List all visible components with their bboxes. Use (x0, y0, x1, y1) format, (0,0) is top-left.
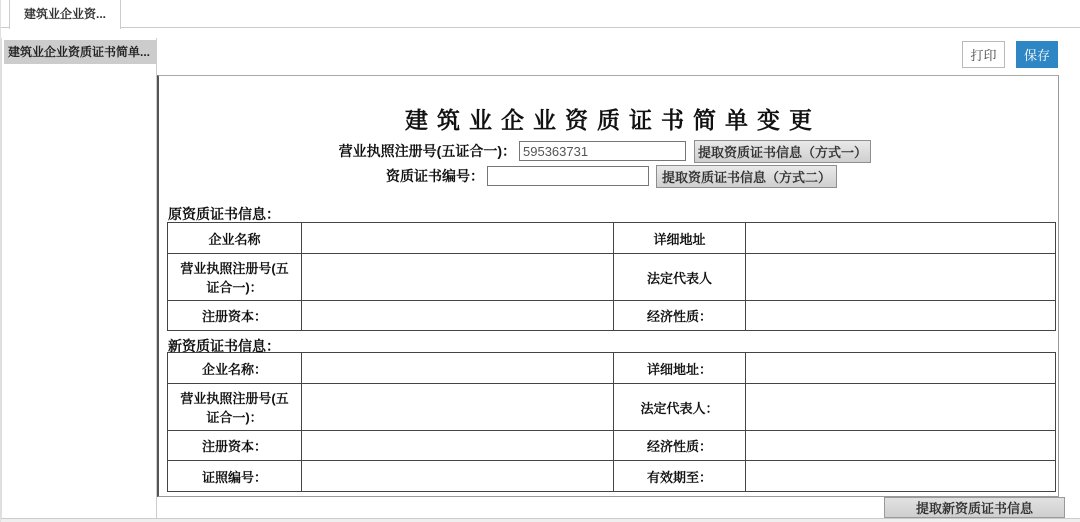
cell-label: 营业执照注册号(五证合一)： (168, 384, 302, 431)
old-cert-section-title: 原资质证书信息： (168, 206, 280, 222)
cell-value (302, 384, 614, 431)
cert-no-input[interactable] (487, 166, 649, 186)
save-button[interactable]: 保存 (1016, 41, 1058, 68)
print-button[interactable]: 打印 (962, 41, 1005, 68)
bottom-edge-strip (1, 518, 1080, 522)
cell-label: 有效期至： (614, 461, 746, 492)
table-row (168, 254, 1056, 301)
cert-no-label: 资质证书编号： (386, 168, 484, 184)
sidebar-item-cert-simple-change[interactable]: 建筑业企业资质证书简单... (4, 40, 156, 64)
new-cert-section-title: 新资质证书信息： (168, 338, 280, 354)
main-region (1, 38, 1080, 518)
cell-label: 法定代表人 (614, 254, 746, 301)
cell-value (746, 384, 1056, 431)
cell-value (746, 223, 1056, 254)
page-title: 建筑业企业资质证书简单变更 (405, 107, 821, 133)
cell-label: 证照编号： (168, 461, 302, 492)
table-row (168, 384, 1056, 431)
form-panel (157, 75, 1059, 497)
license-no-label: 营业执照注册号(五证合一)： (338, 143, 516, 159)
tab-bar (1, 0, 1080, 28)
table-row (168, 353, 1056, 384)
sidebar (2, 38, 157, 518)
cell-label: 营业执照注册号(五证合一)： (168, 254, 302, 301)
cell-label: 详细地址 (614, 223, 746, 254)
extract-new-cert-info-button[interactable]: 提取新资质证书信息 (884, 497, 1065, 518)
cell-value (302, 353, 614, 384)
new-cert-table (167, 352, 1056, 492)
cell-label: 企业名称 (168, 223, 302, 254)
cell-label: 经济性质： (614, 431, 746, 461)
cell-value (302, 254, 614, 301)
table-row (168, 301, 1056, 331)
extract-cert-info-method2-button[interactable]: 提取资质证书信息（方式二） (656, 165, 837, 188)
tab-qualification-change[interactable]: 建筑业企业资... (9, 0, 121, 29)
table-row (168, 431, 1056, 461)
cell-value (302, 223, 614, 254)
cell-value (746, 461, 1056, 492)
cell-label: 注册资本： (168, 301, 302, 331)
table-row (168, 223, 1056, 254)
license-no-input[interactable] (519, 141, 686, 161)
cell-value (302, 461, 614, 492)
cell-value (302, 431, 614, 461)
cell-value (746, 353, 1056, 384)
extract-cert-info-method1-button[interactable]: 提取资质证书信息（方式一） (694, 140, 871, 163)
cell-value (746, 254, 1056, 301)
cell-label: 经济性质： (614, 301, 746, 331)
cell-value (302, 301, 614, 331)
old-cert-table (167, 222, 1056, 331)
table-row (168, 461, 1056, 492)
cell-label: 法定代表人： (614, 384, 746, 431)
cell-value (746, 301, 1056, 331)
cell-value (746, 431, 1056, 461)
cell-label: 注册资本： (168, 431, 302, 461)
cell-label: 详细地址： (614, 353, 746, 384)
cell-label: 企业名称： (168, 353, 302, 384)
